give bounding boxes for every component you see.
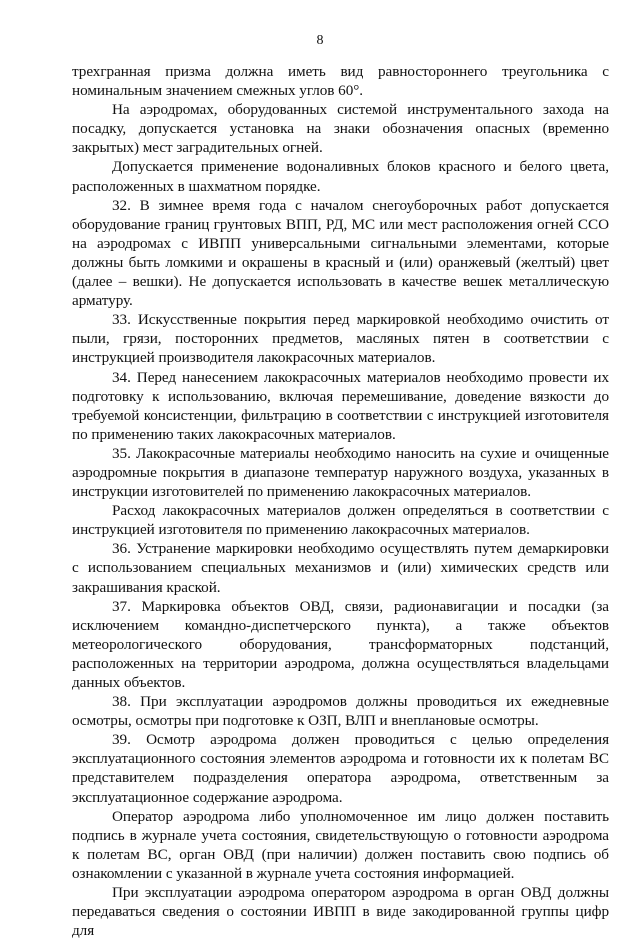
paragraph-32: 32. В зимнее время года с началом снегоуборочных работ допускается оборудование границ грунтовых ВПП, РД, МС или мест расположения огней ССО на аэродромах с ИВПП универсальными сигнальными элементами, которые должны быть ломкими и окрашены в красный и (или) оранжевый (желтый) цвет (далее – вешки). Не допускается использовать в качестве вешек металлическую арматуру. bbox=[72, 196, 609, 310]
paragraph-runway-status: При эксплуатации аэродрома оператором аэродрома в орган ОВД должны передаваться сведения о состоянии ИВПП в виде закодированной группы цифр для bbox=[72, 884, 609, 940]
paragraph-35: 35. Лакокрасочные материалы необходимо наносить на сухие и очищенные аэродромные покрытия в диапазоне температур наружного воздуха, указанных в инструкции изготовителей по применению лакокрасочных материалов. bbox=[72, 444, 609, 501]
paragraph-water-blocks: Допускается применение водоналивных блоков красного и белого цвета, расположенных в шахматном порядке. bbox=[72, 158, 609, 195]
page-number: 8 bbox=[316, 33, 324, 48]
paragraph-38: 38. При эксплуатации аэродромов должны проводиться их ежедневные осмотры, осмотры при подготовке к ОЗП, ВЛП и внеплановые осмотры. bbox=[72, 693, 609, 730]
paragraph-36: 36. Устранение маркировки необходимо осуществлять путем демаркировки с использованием специальных механизмов и (или) химических средств или закрашивания краской. bbox=[72, 540, 609, 596]
document-body bbox=[72, 62, 609, 940]
paragraph-continuation: трехгранная призма должна иметь вид равностороннего треугольника с номинальным значением смежных углов 60°. bbox=[72, 63, 609, 100]
paragraph-37: 37. Маркировка объектов ОВД, связи, радионавигации и посадки (за исключением командно-диспетчерского пункта), а также объектов метеорологического оборудования, трансформаторных подстанций, расположенных на территории аэродрома, должна осуществляться владельцами данных объектов. bbox=[72, 597, 609, 691]
paragraph-barrier-lights: На аэродромах, оборудованных системой инструментального захода на посадку, допускается установка на знаки обозначения опасных (временно закрытых) мест заградительных огней. bbox=[72, 101, 609, 157]
paragraph-34: 34. Перед нанесением лакокрасочных материалов необходимо провести их подготовку к использованию, включая перемешивание, доведение вязкости до требуемой консистенции, фильтрацию в соответствии с инструкцией изготовителя по применению таких лакокрасочных материалов. bbox=[72, 368, 609, 443]
paragraph-operator-signature: Оператор аэродрома либо уполномоченное им лицо должен поставить подпись в журнале учета состояния, свидетельствующую о готовности аэродрома к полетам ВС, орган ОВД (при наличии) должен поставить свою подпись об ознакомлении с указанной в журнале учета состояния информацией. bbox=[72, 807, 609, 882]
paragraph-paint-consumption: Расход лакокрасочных материалов должен определяться в соответствии с инструкцией изготовителя по применению лакокрасочных материалов. bbox=[72, 502, 609, 539]
paragraph-33: 33. Искусственные покрытия перед маркировкой необходимо очистить от пыли, грязи, посторонних предметов, масляных пятен в соответствии с инструкцией производителя лакокрасочных материалов. bbox=[72, 311, 609, 367]
paragraph-39: 39. Осмотр аэродрома должен проводиться с целью определения эксплуатационного состояния элементов аэродрома и готовности их к полетам ВС представителем подразделения оператора аэродрома, ответственным за эксплуатационное содержание аэродрома. bbox=[72, 731, 609, 806]
